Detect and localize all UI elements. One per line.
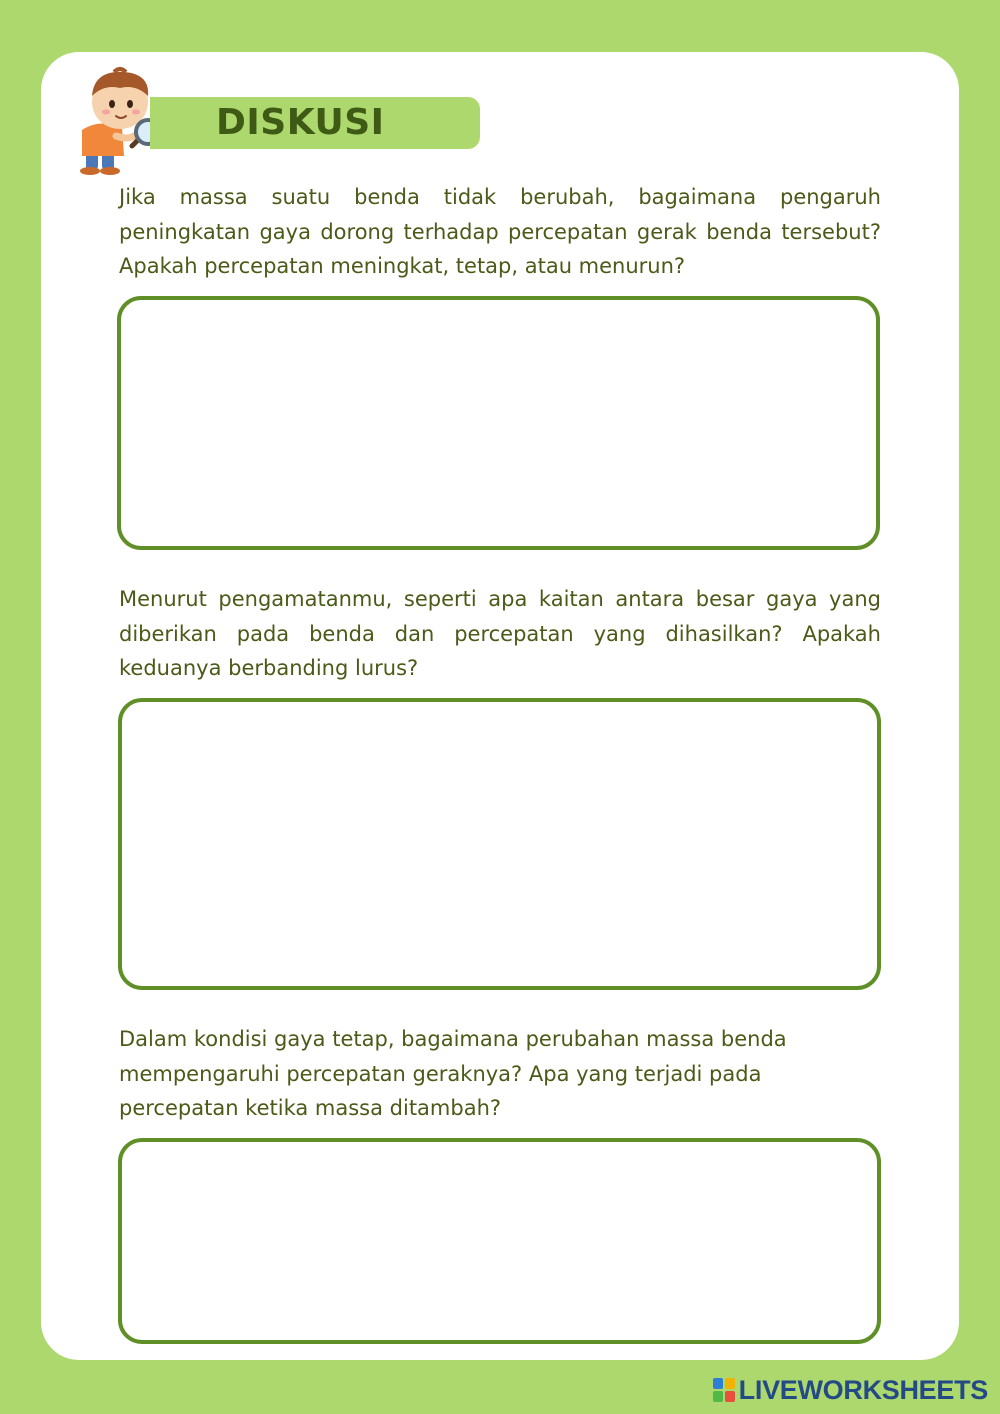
question-1: Jika massa suatu benda tidak berubah, bagaimana pengaruh peningkatan gaya dorong terhadap percepatan gerak benda tersebut? Apakah percepatan meningkat, tetap, atau menurun?: [119, 185, 881, 278]
liveworksheets-brand: [713, 1372, 988, 1408]
question-3: Dalam kondisi gaya tetap, bagaimana perubahan massa benda mempengaruhi percepatan geraknya? Apa yang terjadi pada percepatan ketika massa ditambah?: [119, 1027, 787, 1120]
answer-box-2[interactable]: [118, 698, 881, 990]
liveworksheets-logo-icon: [713, 1378, 735, 1402]
answer-box-3[interactable]: [118, 1138, 881, 1344]
page-title: DISKUSI: [216, 102, 385, 143]
brand-text: LIVEWORKSHEETS: [738, 1374, 988, 1405]
answer-box-1[interactable]: [117, 296, 880, 550]
question-2: Menurut pengamatanmu, seperti apa kaitan antara besar gaya yang diberikan pada benda dan percepatan yang dihasilkan? Apakah keduanya berbanding lurus?: [119, 587, 881, 680]
